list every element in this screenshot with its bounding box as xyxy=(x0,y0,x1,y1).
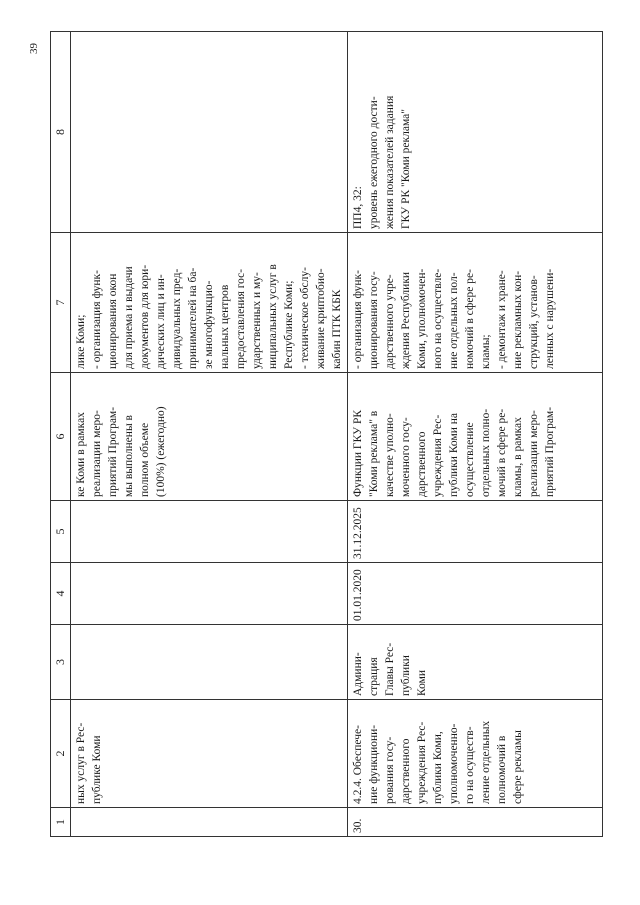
header-cell-5: 5 xyxy=(51,501,71,563)
cell-executor: Админи- страция Главы Рес- публики Коми xyxy=(348,625,603,700)
program-table xyxy=(50,31,603,837)
cell-event: ных услуг в Рес- публике Коми xyxy=(71,700,348,808)
cell-result: Функции ГКУ РК "Коми реклама" в качестве уполно- моченного госу- дарственного учреждения Рес- публики Коми на осуществление отдельных полно- мочий в сфере ре- кламы, в рамках реализации меро- приятий Програм- xyxy=(348,373,603,501)
header-cell-1: 1 xyxy=(51,808,71,837)
cell-executor xyxy=(71,625,348,700)
header-cell-2: 2 xyxy=(51,700,71,808)
cell-event: 4.2.4. Обеспече- ние функциони- рования госу- дарственного учреждения Рес- публики Коми, уполномоченно- го на осуществ- ление отдельных полномочий в сфере рекламы xyxy=(348,700,603,808)
cell-start-date: 01.01.2020 xyxy=(348,563,603,625)
rotated-table-wrapper xyxy=(50,32,585,837)
cell-number xyxy=(71,808,348,837)
table-row xyxy=(348,32,603,837)
header-cell-3: 3 xyxy=(51,625,71,700)
cell-tasks: - организация функ- ционирования госу- дарственного учре- ждения Республики Коми, уполномочен- ного на осуществле- ние отдельных пол- номочий в сфере ре- кламы; - демонтаж и хране- ние рекламных кон- струкций, установ- ленных с нарушени- xyxy=(348,233,603,373)
table-row xyxy=(71,32,348,837)
header-cell-4: 4 xyxy=(51,563,71,625)
cell-end-date: 31.12.2025 xyxy=(348,501,603,563)
header-cell-6: 6 xyxy=(51,373,71,501)
header-row xyxy=(51,32,71,837)
header-cell-8: 8 xyxy=(51,32,71,233)
header-cell-7: 7 xyxy=(51,233,71,373)
cell-indicator: ПП4, 32: уровень ежегодного дости- жения показателей задания ГКУ РК "Коми реклама" xyxy=(348,32,603,233)
cell-result: ке Коми в рамках реализации меро- приятий Програм- мы выполнены в полном объеме (100%) (ежегодно) xyxy=(71,373,348,501)
cell-number: 30. xyxy=(348,808,603,837)
cell-indicator xyxy=(71,32,348,233)
cell-tasks: лике Коми; - организация функ- ционирования окон для приема и выдачи документов для юри- дических лиц и ин- дивидуальных пред- принимателей на ба- зе многофункцио- нальных центров предоставления гос- ударственных и му- ниципальных услуг в Республике Коми; - техническое обслу- живание криптобио- кабин ПТК КБК xyxy=(71,233,348,373)
cell-start-date xyxy=(71,563,348,625)
cell-end-date xyxy=(71,501,348,563)
page-number: 39 xyxy=(28,43,40,54)
